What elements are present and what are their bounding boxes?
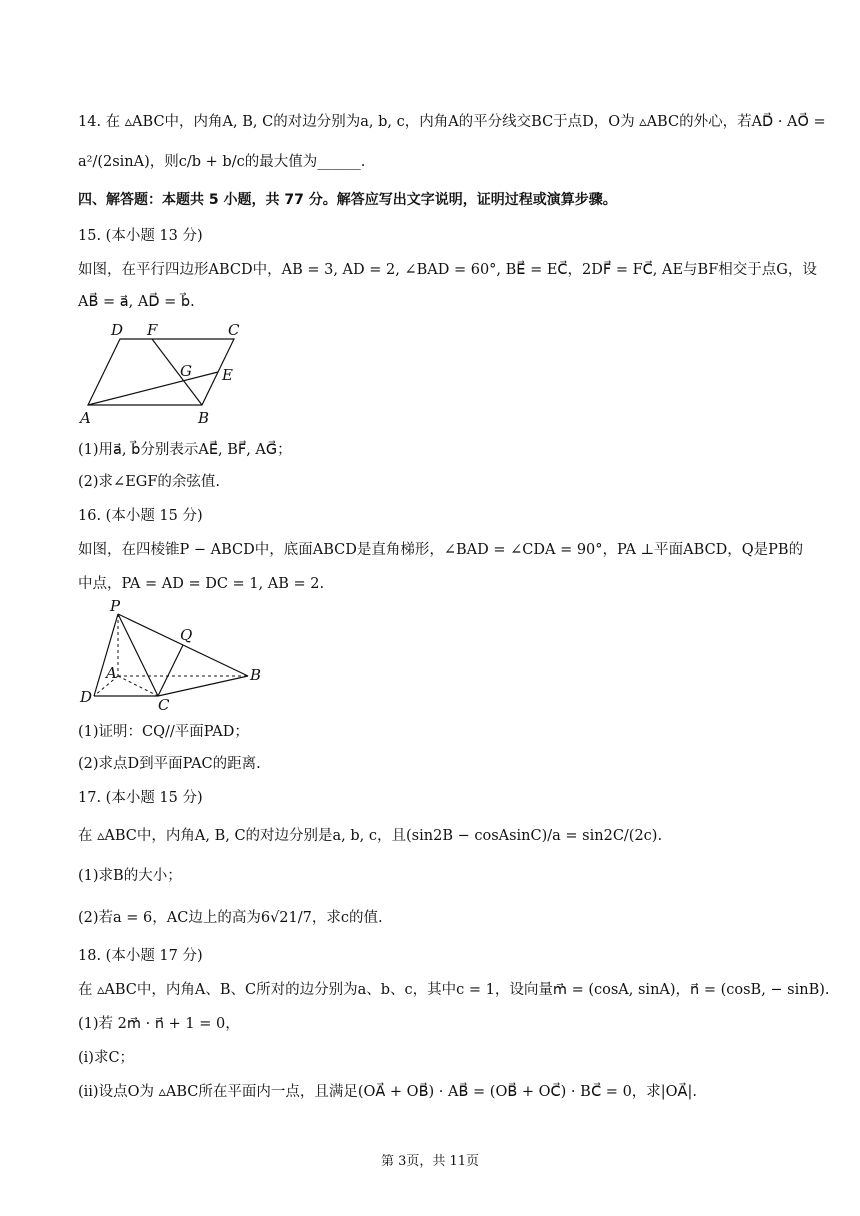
fig15-label-g: G [180, 362, 192, 380]
q18-part1: (1)若 2m⃗ · n⃗ + 1 = 0， [78, 1016, 240, 1032]
q17-part1: (1)求B的大小； [78, 868, 182, 884]
q17-part2: (2)若a = 6，AC边上的高为6√21/7，求c的值. [78, 910, 383, 926]
q18-body: 在 ▵ABC中，内角A、B、C所对的边分别为a、b、c，其中c = 1，设向量m⃗ = (cosA, sinA)，n⃗ = (cosB, − sinB). [78, 982, 830, 998]
q14-line2: a²/(2sinA)，则c/b + b/c的最大值为______. [78, 154, 366, 170]
fig16-label-d: D [80, 688, 93, 706]
q16-pyramid-figure [74, 596, 274, 716]
q15-heading: 15. (本小题 13 分) [78, 228, 203, 244]
fig16-label-c: C [158, 696, 170, 714]
q16-part1: (1)证明：CQ//平面PAD； [78, 724, 249, 740]
fig15-label-b: B [198, 409, 210, 427]
q15-body-line1: 如图，在平行四边形ABCD中，AB = 3, AD = 2, ∠BAD = 60°, BE⃗ = EC⃗，2DF⃗ = FC⃗, AE与BF相交于点G，设 [78, 262, 817, 278]
q18-part1-ii: (ii)设点O为 ▵ABC所在平面内一点，且满足(OA⃗ + OB⃗) · AB⃗ = (OB⃗ + OC⃗) · BC⃗ = 0，求|OA⃗|. [78, 1084, 697, 1100]
q18-heading: 18. (本小题 17 分) [78, 948, 203, 964]
fig16-label-q: Q [180, 626, 193, 644]
fig16-label-p: P [110, 597, 121, 615]
q16-heading: 16. (本小题 15 分) [78, 508, 203, 524]
q17-body: 在 ▵ABC中，内角A, B, C的对边分别是a, b, c，且(sin2B − cosAsinC)/a = sin2C/(2c). [78, 828, 663, 844]
q16-body-line2: 中点，PA = AD = DC = 1, AB = 2. [78, 576, 325, 592]
page-footer: 第 3页，共 11页 [380, 1154, 480, 1169]
q15-part2: (2)求∠EGF的余弦值. [78, 474, 221, 490]
q15-part1: (1)用a⃗, b⃗分别表示AE⃗, BF⃗, AG⃗； [78, 442, 292, 458]
q15-body-line2: AB⃗ = a⃗, AD⃗ = b⃗. [78, 294, 195, 310]
section4-heading: 四、解答题：本题共 5 小题，共 77 分。解答应写出文字说明，证明过程或演算步骤。 [78, 192, 617, 208]
fig15-label-e: E [222, 366, 233, 384]
fig16-label-a: A [106, 664, 117, 682]
fig15-label-f: F [147, 321, 158, 339]
q15-parallelogram-figure [74, 318, 254, 430]
fig15-label-c: C [228, 321, 240, 339]
q14-line1: 14. 在 ▵ABC中，内角A, B, C的对边分别为a, b, c，内角A的平分线交BC于点D，O为 ▵ABC的外心，若AD⃗ · AO⃗ = [78, 114, 826, 130]
q16-body-line1: 如图，在四棱锥P − ABCD中，底面ABCD是直角梯形，∠BAD = ∠CDA = 90°，PA ⊥平面ABCD，Q是PB的 [78, 542, 804, 558]
q18-part1-i: (i)求C； [78, 1050, 135, 1066]
fig16-label-b: B [250, 666, 262, 684]
q17-heading: 17. (本小题 15 分) [78, 790, 203, 806]
q16-part2: (2)求点D到平面PAC的距离. [78, 756, 261, 772]
fig15-label-d: D [111, 321, 124, 339]
fig15-label-a: A [80, 409, 91, 427]
